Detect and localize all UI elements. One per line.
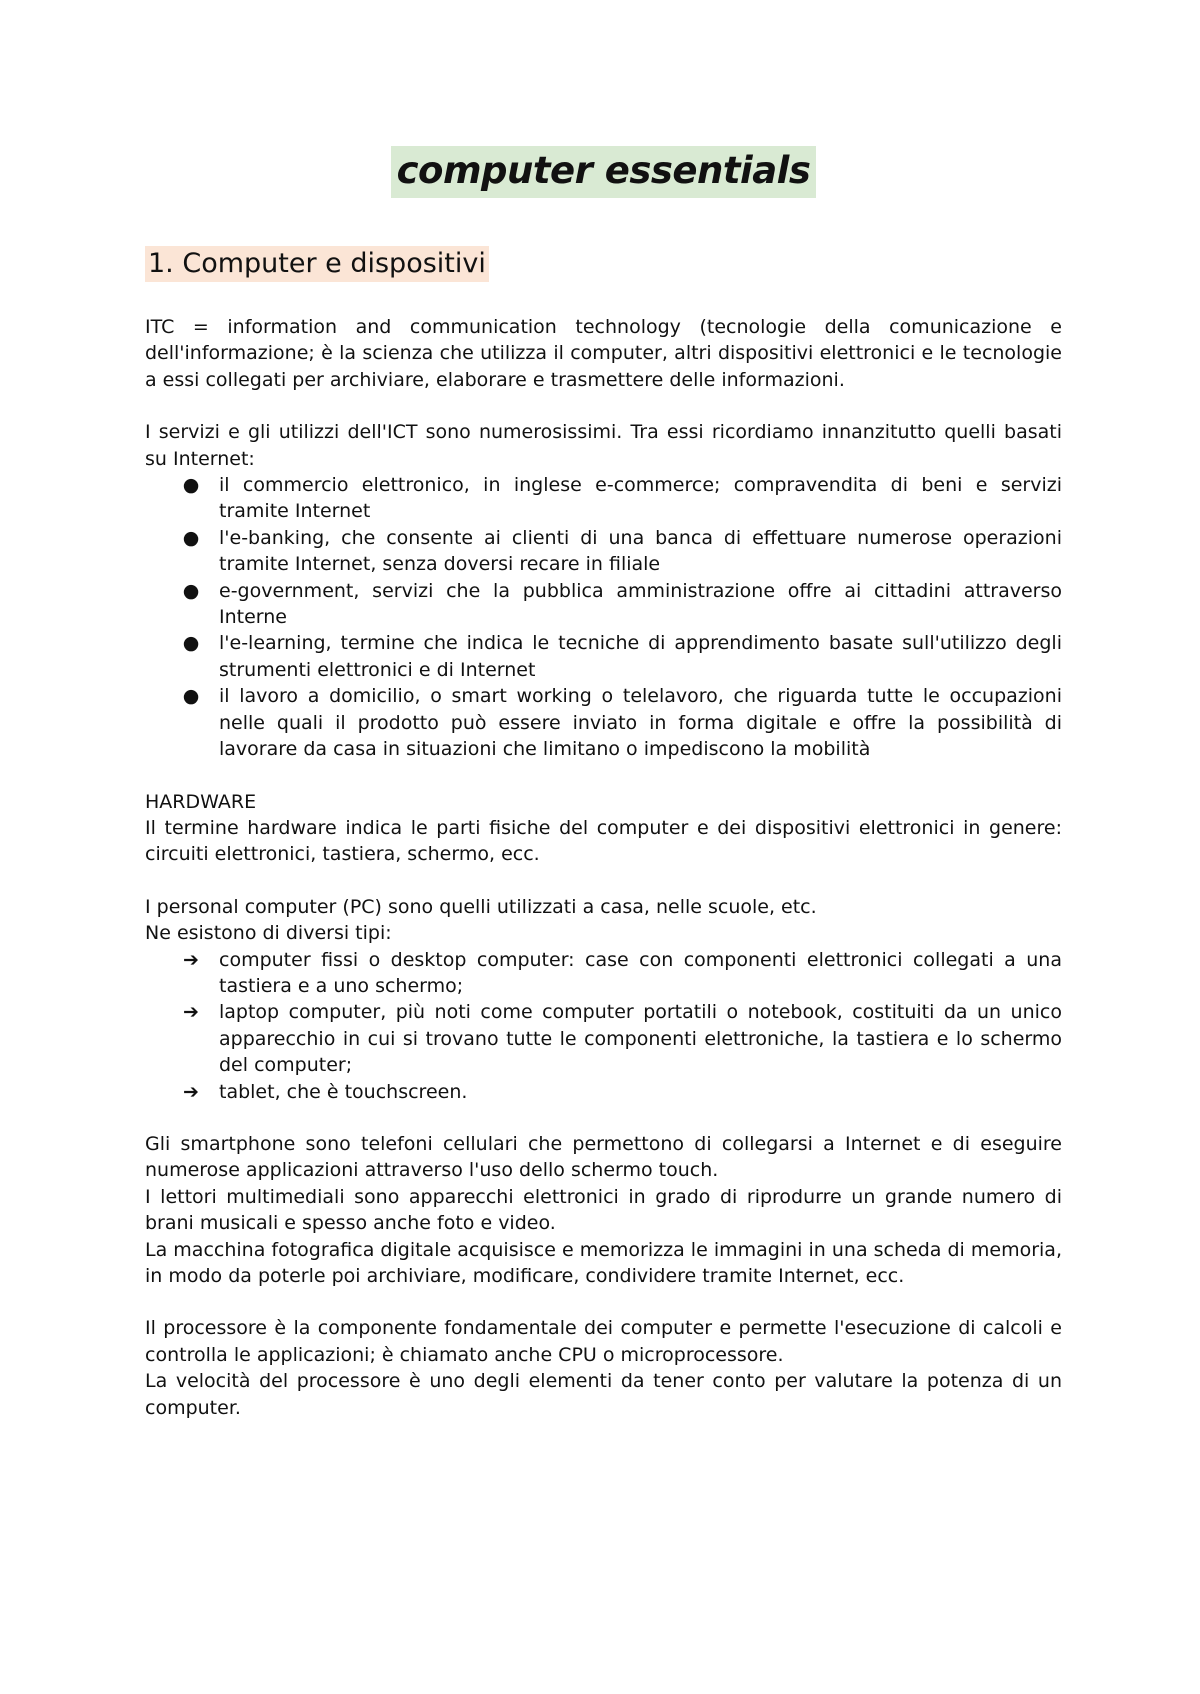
- list-item-text: l'e-banking, che consente ai clienti di una banca di effettuare numerose operazioni tramite Internet, senza doversi recare in filiale: [219, 526, 1062, 576]
- hardware-paragraph: Il termine hardware indica le parti fisiche del computer e dei dispositivi elettronici in genere: circuiti elettronici, tastiera, schermo, ecc.: [145, 816, 1062, 866]
- list-item-text: il lavoro a domicilio, o smart working o telelavoro, che riguarda tutte le occupazioni nelle quali il prodotto può essere inviato in forma digitale e offre la possibilità di lavorare da casa in situazioni che limitano o impediscono la mobilità: [219, 685, 1062, 761]
- bullet-icon: ●: [182, 526, 200, 549]
- speed-paragraph: La velocità del processore è uno degli elementi da tener conto per valutare la potenza di un computer.: [145, 1370, 1062, 1419]
- list-item: [145, 630, 1062, 683]
- camera-paragraph: La macchina fotografica digitale acquisisce e memorizza le immagini in una scheda di memoria, in modo da poterle poi archiviare, modificare, condividere tramite Internet, ecc.: [145, 1238, 1062, 1287]
- bullet-icon: ●: [182, 579, 200, 602]
- list-item-text: computer fissi o desktop computer: case con componenti elettronici collegati a una tastiera e a uno schermo;: [219, 948, 1062, 997]
- list-item: [145, 1079, 1062, 1105]
- title-container: [145, 0, 1062, 198]
- document-body: [145, 314, 1062, 1421]
- arrow-icon: ➔: [183, 1001, 199, 1024]
- list-item: [145, 472, 1062, 525]
- pc-types-list: [145, 947, 1062, 1105]
- list-item: [145, 578, 1062, 631]
- list-item-text: tablet, che è touchscreen.: [219, 1080, 468, 1103]
- list-item-text: il commercio elettronico, in inglese e-commerce; compravendita di beni e servizi tramite Internet: [219, 474, 1062, 523]
- pc-types-intro: Ne esistono di diversi tipi:: [145, 922, 392, 945]
- spacer: [145, 868, 1062, 894]
- bullet-icon: ●: [182, 474, 200, 497]
- arrow-icon: ➔: [183, 948, 199, 971]
- document-title: computer essentials: [391, 146, 817, 198]
- list-item: [145, 947, 1062, 1000]
- multimedia-paragraph: I lettori multimediali sono apparecchi elettronici in grado di riprodurre un grande numero di brani musicali e spesso anche foto e video.: [145, 1185, 1062, 1235]
- list-item: [145, 683, 1062, 762]
- hardware-heading: HARDWARE: [145, 790, 257, 813]
- list-item-text: l'e-learning, termine che indica le tecniche di apprendimento basate sull'utilizzo degli strumenti elettronici e di Internet: [219, 632, 1062, 681]
- processor-paragraph: Il processore è la componente fondamentale dei computer e permette l'esecuzione di calcoli e controlla le applicazioni; è chiamato anche CPU o microprocessore.: [145, 1317, 1062, 1366]
- services-intro-paragraph: I servizi e gli utilizzi dell'ICT sono numerosissimi. Tra essi ricordiamo innanzitutto quelli basati su Internet:: [145, 421, 1062, 470]
- arrow-icon: ➔: [183, 1080, 199, 1103]
- section-heading: 1. Computer e dispositivi: [145, 246, 489, 282]
- bullet-icon: ●: [182, 632, 200, 655]
- section-heading-container: [145, 246, 1062, 282]
- pc-paragraph: I personal computer (PC) sono quelli utilizzati a casa, nelle scuole, etc.: [145, 895, 817, 918]
- spacer: [145, 1105, 1062, 1131]
- list-item-text: laptop computer, più noti come computer portatili o notebook, costituiti da un unico apparecchio in cui si trovano tutte le componenti elettroniche, la tastiera e lo schermo del computer;: [219, 1001, 1062, 1077]
- spacer: [145, 393, 1062, 419]
- smartphone-paragraph: Gli smartphone sono telefoni cellulari che permettono di collegarsi a Internet e di eseguire numerose applicazioni attraverso l'uso dello schermo touch.: [145, 1132, 1062, 1182]
- spacer: [145, 1289, 1062, 1315]
- list-item: [145, 999, 1062, 1078]
- intro-paragraph: ITC = information and communication technology (tecnologie della comunicazione e dell'informazione; è la scienza che utilizza il computer, altri dispositivi elettronici e le tecnologie a essi collegati per archiviare, elaborare e trasmettere delle informazioni.: [145, 316, 1062, 391]
- list-item: [145, 525, 1062, 578]
- spacer: [145, 763, 1062, 789]
- bullet-icon: ●: [182, 685, 200, 708]
- services-list: [145, 472, 1062, 762]
- list-item-text: e-government, servizi che la pubblica amministrazione offre ai cittadini attraverso Interne: [219, 579, 1062, 629]
